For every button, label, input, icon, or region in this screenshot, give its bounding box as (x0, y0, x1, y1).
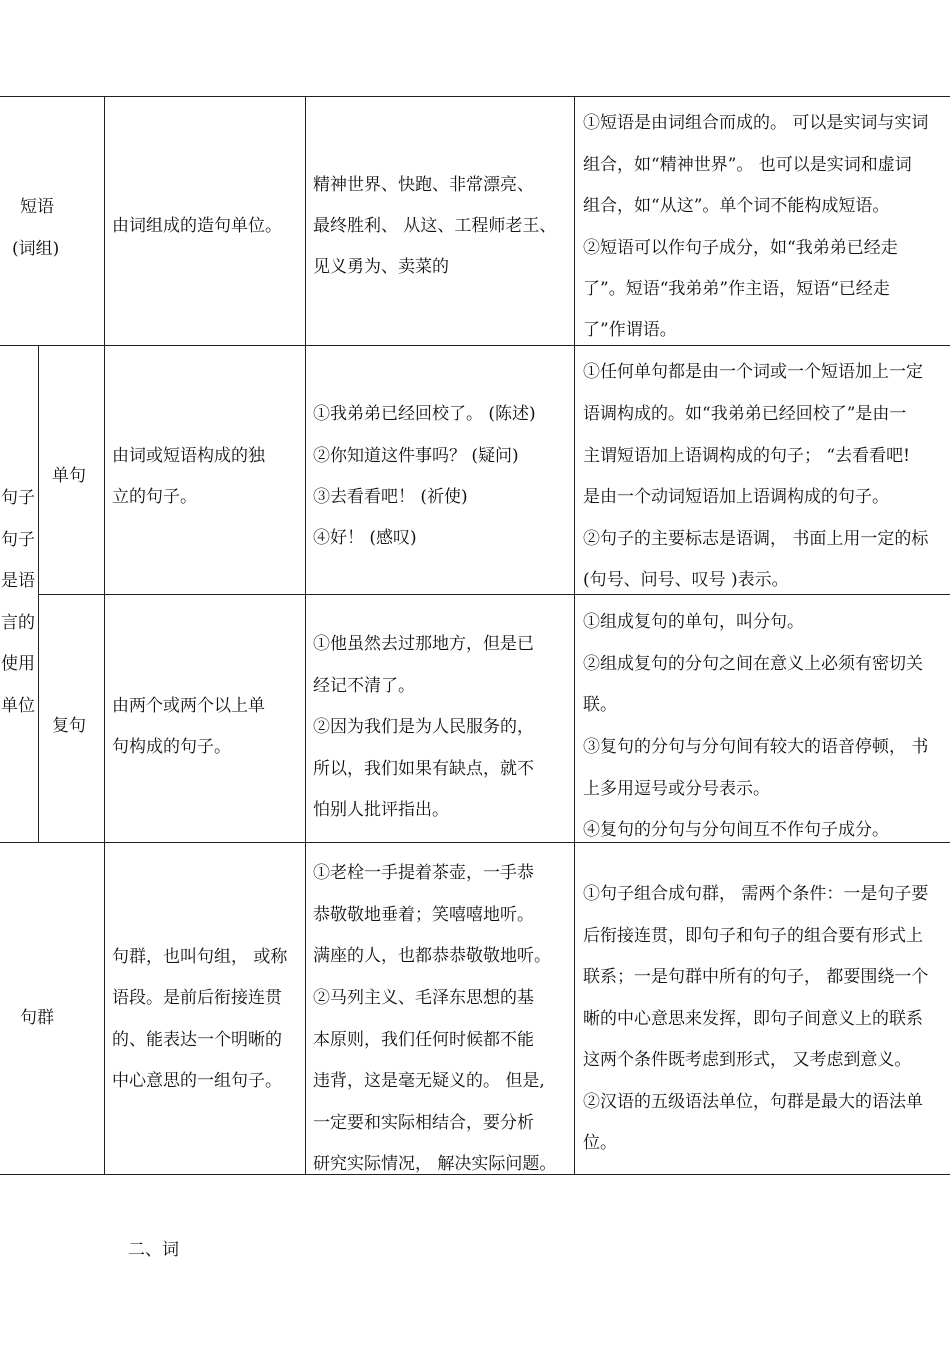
group-label: 句子 (1, 488, 35, 508)
category-label: 短语 (20, 197, 54, 217)
note-text: 上多用逗号或分号表示。 (583, 779, 770, 799)
definition-text: 句构成的句子。 (112, 737, 231, 757)
example-text: 满座的人，也都恭恭敬敬地听。 (313, 946, 551, 966)
example-text: 恭敬敬地垂着；笑嘻嘻地听。 (313, 905, 534, 925)
definition-text: 由词或短语构成的独 (112, 446, 265, 466)
group-label: 是语 (1, 571, 35, 591)
example-text: ①老栓一手提着茶壶，一手恭 (313, 863, 534, 883)
category-label: 单句 (52, 466, 86, 486)
note-text: 联系；一是句群中所有的句子， 都要围绕一个 (583, 967, 929, 987)
note-text: 晰的中心意思来发挥，即句子间意义上的联系 (583, 1009, 923, 1029)
note-text: 组合，如“精神世界”。 也可以是实词和虚词 (583, 155, 912, 175)
table-column-divider (305, 96, 306, 1174)
note-text: ②短语可以作句子成分，如“我弟弟已经走 (583, 238, 898, 258)
example-text: 最终胜利、 从这、工程师老王、 (313, 216, 557, 236)
note-text: ②组成复句的分句之间在意义上必须有密切关 (583, 654, 923, 674)
note-text: 是由一个动词短语加上语调构成的句子。 (583, 487, 889, 507)
example-text: 怕别人批评指出。 (313, 800, 449, 820)
note-text: ②句子的主要标志是语调， 书面上用一定的标 (583, 529, 929, 549)
example-text: ④好！ (感叹) (313, 528, 417, 548)
definition-text: 语段。是前后衔接连贯 (112, 988, 282, 1008)
note-text: 组合，如“从这”。单个词不能构成短语。 (583, 196, 890, 216)
note-text: ②汉语的五级语法单位，句群是最大的语法单 (583, 1092, 923, 1112)
table-column-divider (574, 96, 575, 1174)
note-text: ①组成复句的单句，叫分句。 (583, 612, 804, 632)
definition-text: 由词组成的造句单位。 (112, 216, 282, 236)
note-text: 位。 (583, 1133, 617, 1153)
note-text: ④复句的分句与分句间互不作句子成分。 (583, 820, 889, 840)
note-text: 了”作谓语。 (583, 320, 677, 340)
example-text: 见义勇为、卖菜的 (313, 257, 449, 277)
group-label: 单位 (1, 696, 35, 716)
example-text: 本原则，我们任何时候都不能 (313, 1030, 534, 1050)
note-text: ①短语是由词组合而成的。 可以是实词与实词 (583, 113, 929, 133)
note-text: 语调构成的。如“我弟弟已经回校了”是由一 (583, 404, 907, 424)
example-text: ②因为我们是为人民服务的， (313, 717, 534, 737)
definition-text: 立的句子。 (112, 487, 197, 507)
example-text: ①他虽然去过那地方，但是已 (313, 634, 534, 654)
table-row-divider (0, 345, 950, 346)
category-label: (词组) (12, 239, 60, 259)
note-text: 了”。短语“我弟弟”作主语，短语“已经走 (583, 279, 890, 299)
definition-text: 的、能表达一个明晰的 (112, 1030, 282, 1050)
definition-text: 句群，也叫句组， 或称 (112, 947, 288, 967)
category-label: 复句 (52, 716, 86, 736)
table-top-border (0, 96, 950, 97)
note-text: 这两个条件既考虑到形式， 又考虑到意义。 (583, 1050, 912, 1070)
example-text: ②你知道这件事吗？ (疑问) (313, 446, 519, 466)
example-text: 研究实际情况， 解决实际问题。 (313, 1154, 557, 1174)
example-text: ③去看看吧！ (祈使) (313, 487, 468, 507)
table-row-divider (0, 842, 950, 843)
table-bottom-border (0, 1174, 950, 1175)
group-label: 言的 (1, 613, 35, 633)
example-text: ①我弟弟已经回校了。 (陈述) (313, 404, 536, 424)
section-heading: 二、词 (128, 1240, 179, 1260)
example-text: 违背，这是毫无疑义的。 但是, (313, 1071, 545, 1091)
example-text: 一定要和实际相结合，要分析 (313, 1113, 534, 1133)
table-column-divider (38, 345, 39, 842)
definition-text: 中心意思的一组句子。 (112, 1071, 282, 1091)
example-text: 经记不清了。 (313, 676, 415, 696)
category-label: 句群 (20, 1008, 54, 1028)
definition-text: 由两个或两个以上单 (112, 696, 265, 716)
group-label: 使用 (1, 654, 35, 674)
note-text: ③复句的分句与分句间有较大的语音停顿， 书 (583, 737, 929, 757)
example-text: 精神世界、快跑、非常漂亮、 (313, 175, 534, 195)
example-text: 所以，我们如果有缺点，就不 (313, 759, 534, 779)
table-column-divider (104, 96, 105, 1174)
note-text: 联。 (583, 695, 617, 715)
table-row-divider (38, 594, 950, 595)
note-text: ①句子组合成句群， 需两个条件：一是句子要 (583, 884, 929, 904)
note-text: 后衔接连贯，即句子和句子的组合要有形式上 (583, 926, 923, 946)
note-text: ①任何单句都是由一个词或一个短语加上一定 (583, 362, 923, 382)
example-text: ②马列主义、毛泽东思想的基 (313, 988, 534, 1008)
group-label: 句子 (1, 530, 35, 550)
note-text: (句号、问号、叹号 )表示。 (583, 570, 789, 590)
note-text: 主谓短语加上语调构成的句子； “去看看吧! (583, 446, 910, 466)
